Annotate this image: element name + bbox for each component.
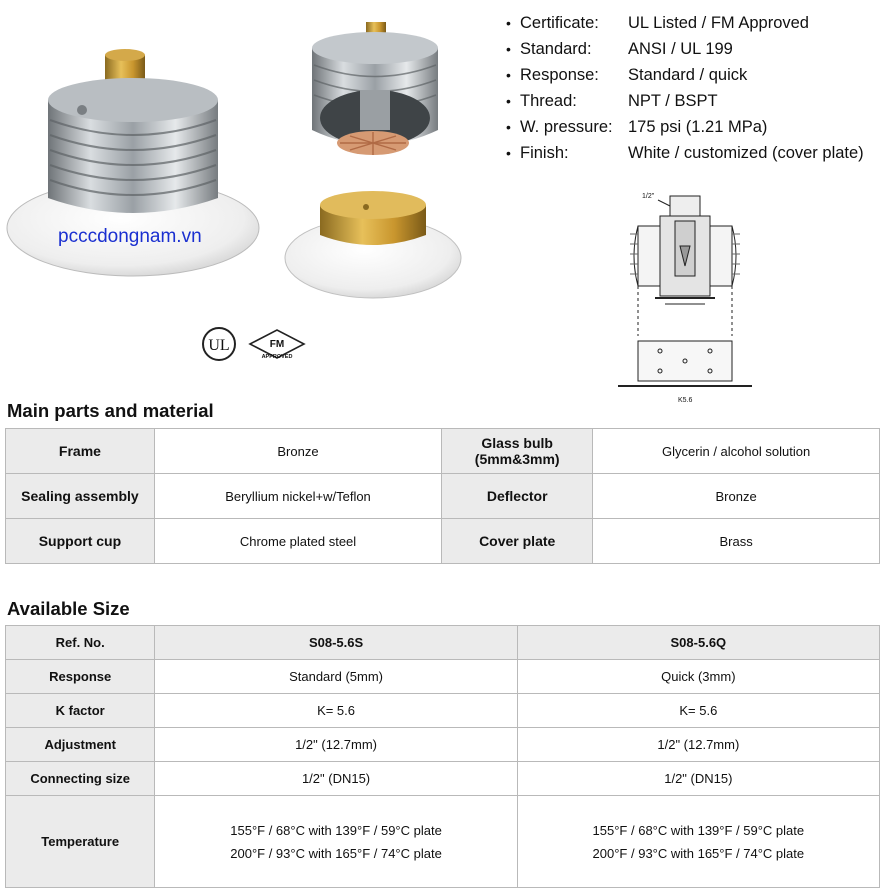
- bullet-icon: •: [506, 15, 511, 31]
- table-header-cell: Support cup: [6, 519, 155, 564]
- table-row: [6, 762, 880, 796]
- thread-size-label: 1/2": [642, 193, 655, 200]
- spec-value: UL Listed / FM Approved: [628, 14, 809, 32]
- spec-item: [506, 14, 884, 40]
- table-cell: K= 5.6: [517, 694, 879, 728]
- cell-line: Glass bulb: [481, 435, 553, 451]
- svg-text:FM: FM: [269, 339, 285, 350]
- spec-label: Standard:: [520, 40, 592, 58]
- table-cell: Glycerin / alcohol solution: [593, 429, 880, 474]
- table-header-cell: S08-5.6S: [155, 626, 517, 660]
- temperature-line: 155°F / 68°C with 139°F / 59°C plate: [230, 822, 442, 838]
- bullet-icon: •: [506, 119, 511, 135]
- table-cell: Standard (5mm): [155, 660, 517, 694]
- table-cell: [155, 796, 517, 888]
- table-row: [6, 474, 880, 519]
- table-cell: [517, 796, 879, 888]
- technical-drawing: [600, 186, 770, 406]
- table-header-cell: Sealing assembly: [6, 474, 155, 519]
- spec-item: [506, 66, 884, 92]
- ul-logo-icon: [203, 328, 235, 360]
- table-cell: Bronze: [154, 429, 441, 474]
- watermark-text: pcccdongnam.vn: [58, 226, 202, 247]
- bullet-icon: •: [506, 41, 511, 57]
- table-cell: Bronze: [593, 474, 880, 519]
- table-row: [6, 694, 880, 728]
- sprinkler-cross-section-diagram: [600, 186, 770, 406]
- table-cell: 1/2" (DN15): [155, 762, 517, 796]
- sprinkler-open-image: [312, 22, 438, 155]
- table-header-cell: Ref. No.: [6, 626, 155, 660]
- table-header-cell: Connecting size: [6, 762, 155, 796]
- bullet-icon: •: [506, 93, 511, 109]
- table-row: [6, 728, 880, 762]
- table-header-cell: Deflector: [442, 474, 593, 519]
- spec-label: Thread:: [520, 92, 577, 110]
- table-cell: Quick (3mm): [517, 660, 879, 694]
- sprinkler-concealed-image: [285, 191, 461, 298]
- spec-value: NPT / BSPT: [628, 92, 718, 110]
- table-row: [6, 796, 880, 888]
- spec-item: [506, 40, 884, 66]
- spec-list: [506, 14, 884, 170]
- spec-item: [506, 118, 884, 144]
- spec-value: Standard / quick: [628, 66, 748, 84]
- spec-label: W. pressure:: [520, 118, 613, 136]
- table-row: [6, 519, 880, 564]
- table-row: [6, 660, 880, 694]
- fm-approved-logo-icon: [250, 330, 304, 360]
- table-header-cell: Temperature: [6, 796, 155, 888]
- spec-label: Finish:: [520, 144, 569, 162]
- parts-section-title: Main parts and material: [7, 400, 214, 421]
- spec-value: White / customized (cover plate): [628, 144, 864, 162]
- spec-item: [506, 144, 884, 170]
- svg-text:UL: UL: [208, 337, 230, 354]
- table-header-cell: Frame: [6, 429, 155, 474]
- size-section-title: Available Size: [7, 598, 130, 619]
- spec-label: Response:: [520, 66, 599, 84]
- parts-material-table: [5, 428, 880, 564]
- spec-item: [506, 92, 884, 118]
- table-row: [6, 429, 880, 474]
- table-cell: Beryllium nickel+w/Teflon: [154, 474, 441, 519]
- temperature-line: 200°F / 93°C with 165°F / 74°C plate: [592, 845, 805, 861]
- table-cell: 1/2" (12.7mm): [517, 728, 879, 762]
- table-header-cell: K factor: [6, 694, 155, 728]
- table-cell: Brass: [593, 519, 880, 564]
- available-size-table: [5, 625, 880, 888]
- temperature-line: 155°F / 68°C with 139°F / 59°C plate: [592, 822, 805, 838]
- table-header-cell: [442, 429, 593, 474]
- spec-value: 175 psi (1.21 MPa): [628, 118, 768, 136]
- spec-value: ANSI / UL 199: [628, 40, 733, 58]
- table-header-cell: S08-5.6Q: [517, 626, 879, 660]
- svg-text:APPROVED: APPROVED: [261, 354, 293, 360]
- table-header-row: [6, 626, 880, 660]
- bullet-icon: •: [506, 145, 511, 161]
- k-factor-label: K5.6: [678, 397, 693, 404]
- table-cell: 1/2" (12.7mm): [155, 728, 517, 762]
- table-cell: Chrome plated steel: [154, 519, 441, 564]
- table-header-cell: Response: [6, 660, 155, 694]
- table-cell: K= 5.6: [155, 694, 517, 728]
- bullet-icon: •: [506, 67, 511, 83]
- table-header-cell: Adjustment: [6, 728, 155, 762]
- product-images: [0, 0, 480, 380]
- table-cell: 1/2" (DN15): [517, 762, 879, 796]
- temperature-line: 200°F / 93°C with 165°F / 74°C plate: [230, 845, 442, 861]
- table-header-cell: Cover plate: [442, 519, 593, 564]
- certification-logos: [200, 320, 310, 373]
- cell-line: (5mm&3mm): [474, 451, 560, 467]
- spec-label: Certificate:: [520, 14, 599, 32]
